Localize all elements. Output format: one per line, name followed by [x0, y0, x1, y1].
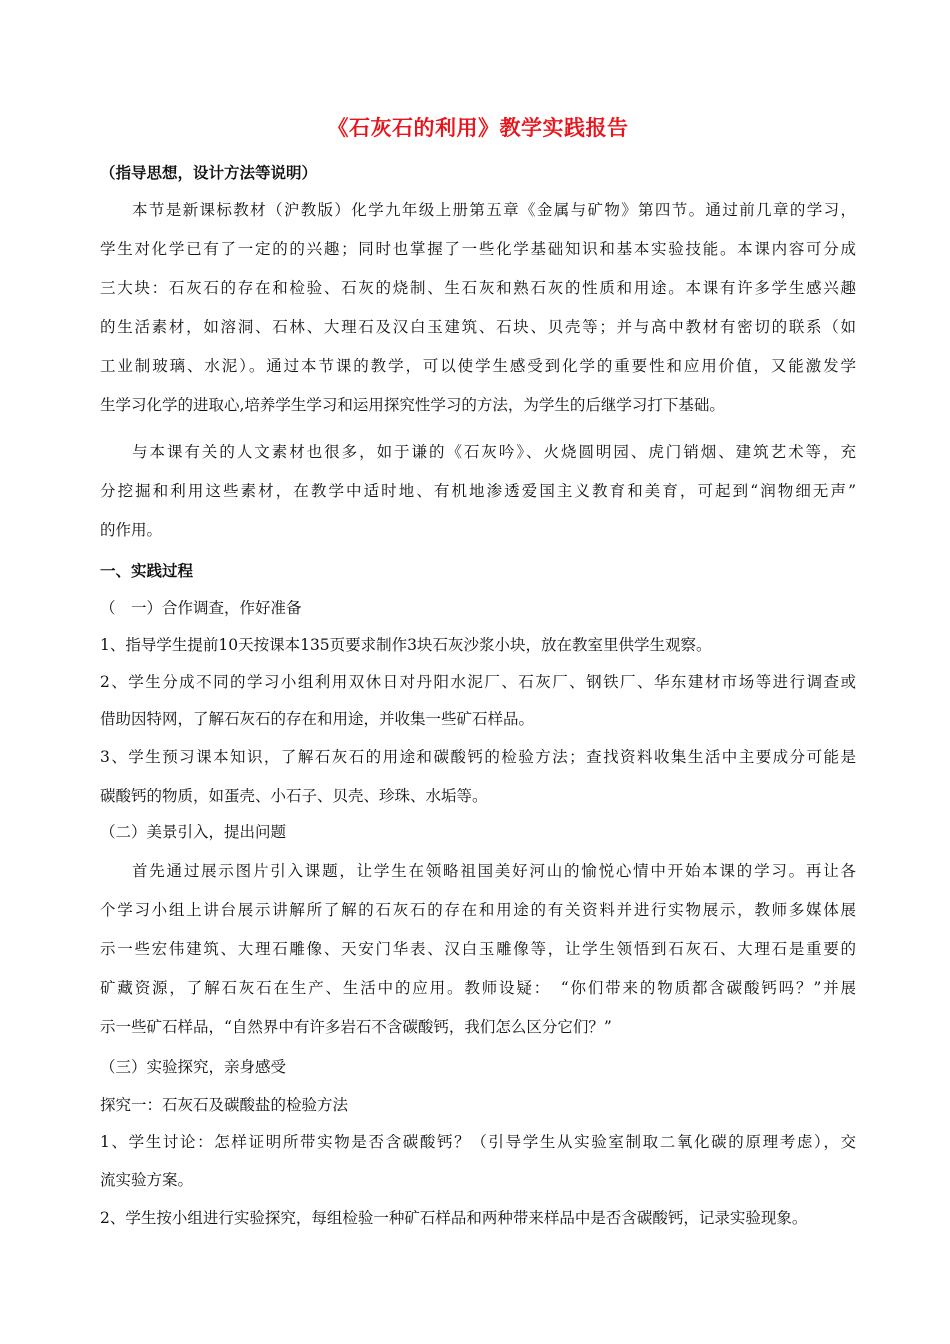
subsection-heading: 探究一：石灰石及碳酸盐的检验方法: [100, 1096, 349, 1114]
paragraph-line: 借助因特网，了解石灰石的存在和用途，并收集一些矿石样品。: [100, 710, 535, 728]
paragraph-line: 首先通过展示图片引入课题，让学生在领略祖国美好河山的愉悦心情中开始本课的学习。再让各: [132, 862, 856, 880]
document-title: 《石灰石的利用》教学实践报告: [327, 115, 629, 140]
list-item: 1、学生讨论：怎样证明所带实物是否含碳酸钙？（引导学生从实验室制取二氧化碳的原理考虑），交: [100, 1133, 856, 1151]
list-item: 2、学生按小组进行实验探究，每组检验一种矿石样品和两种带来样品中是否含碳酸钙，记录实验现象。: [100, 1209, 808, 1227]
paragraph-line: 与本课有关的人文素材也很多，如于谦的《石灰吟》、火烧圆明园、虎门销烟、建筑艺术等，充: [132, 443, 856, 461]
paragraph-line: 流实验方案。: [100, 1171, 194, 1189]
list-item: 1、指导学生提前10天按课本135页要求制作3块石灰沙浆小块，放在教室里供学生观察。: [100, 636, 712, 654]
paragraph-line: 示一些矿石样品，“自然界中有许多岩石不含碳酸钙，我们怎么区分它们？”: [100, 1018, 612, 1036]
paragraph-line: 的生活素材，如溶洞、石林、大理石及汉白玉建筑、石块、贝壳等；并与高中教材有密切的联系（如: [100, 318, 856, 336]
subsection-heading: （二）美景引入，提出问题: [100, 823, 287, 841]
paragraph-line: 学生对化学已有了一定的的兴趣；同时也掌握了一些化学基础知识和基本实验技能。本课内容可分成: [100, 240, 856, 258]
list-item: 2、学生分成不同的学习小组利用双休日对丹阳水泥厂、石灰厂、钢铁厂、华东建材市场等进行调查或: [100, 673, 856, 691]
paragraph-line: 本节是新课标教材（沪教版）化学九年级上册第五章《金属与矿物》第四节。通过前几章的学习，: [132, 201, 856, 219]
subsection-heading: （三）实验探究，亲身感受: [100, 1058, 287, 1076]
paragraph-line: 三大块：石灰石的存在和检验、石灰的烧制、生石灰和熟石灰的性质和用途。本课有许多学生感兴趣: [100, 279, 856, 297]
paragraph-line: 分挖掘和利用这些素材，在教学中适时地、有机地渗透爱国主义教育和美育，可起到“润物细无声”: [100, 482, 856, 500]
paragraph-line: 的作用。: [100, 521, 163, 539]
paragraph-line: 工业制玻璃、水泥）。通过本节课的教学，可以使学生感受到化学的重要性和应用价值，又能激发学: [100, 357, 856, 375]
paragraph-line: 生学习化学的进取心,培养学生学习和运用探究性学习的方法，为学生的后继学习打下基础。: [100, 396, 725, 414]
list-item: 3、学生预习课本知识，了解石灰石的用途和碳酸钙的检验方法；查找资料收集生活中主要成分可能是: [100, 748, 856, 766]
paragraph-line: 个学习小组上讲台展示讲解所了解的石灰石的存在和用途的有关资料并进行实物展示，教师多媒体展: [100, 901, 856, 919]
paragraph-line: 示一些宏伟建筑、大理石雕像、天安门华表、汉白玉雕像等，让学生领悟到石灰石、大理石是重要的: [100, 940, 856, 958]
document-subtitle: （指导思想，设计方法等说明）: [100, 163, 318, 182]
section-heading: 一、实践过程: [100, 561, 194, 580]
subsection-heading: （ 一）合作调查，作好准备: [100, 599, 302, 617]
paragraph-line: 碳酸钙的物质，如蛋壳、小石子、贝壳、珍珠、水垢等。: [100, 787, 488, 805]
paragraph-line: 矿藏资源，了解石灰石在生产、生活中的应用。教师设疑： “你们带来的物质都含碳酸钙吗？”并展: [100, 979, 856, 997]
